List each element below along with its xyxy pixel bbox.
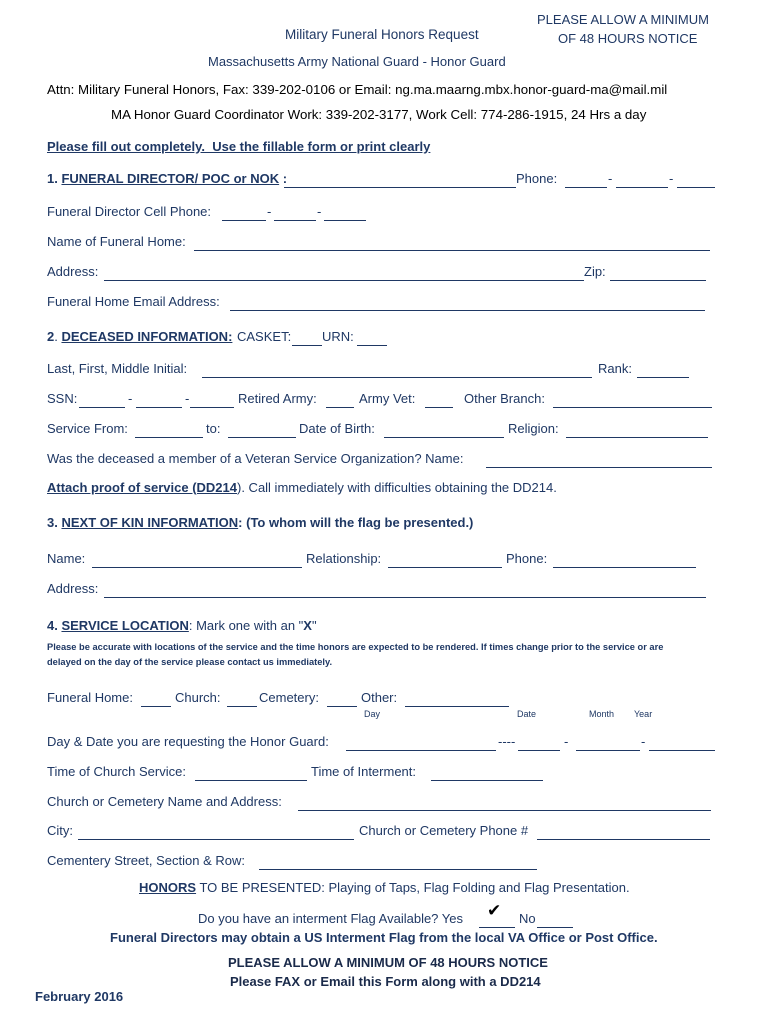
deceased-name-field[interactable]: [202, 376, 592, 378]
service-from-field[interactable]: [135, 436, 203, 438]
city-field[interactable]: [78, 838, 354, 840]
cemetery-loc-field[interactable]: [327, 705, 357, 707]
notice-line-1: PLEASE ALLOW A MINIMUM: [537, 12, 709, 27]
cell-phone-area-field[interactable]: [222, 219, 266, 221]
nok-address-field[interactable]: [104, 596, 706, 598]
dob-field[interactable]: [384, 436, 504, 438]
cell-phone-label: Funeral Director Cell Phone:: [47, 204, 212, 219]
nok-name-label: Name:: [47, 551, 86, 566]
ssn-3-field[interactable]: [190, 406, 234, 408]
nok-phone-field[interactable]: [553, 566, 696, 568]
relationship-field[interactable]: [388, 566, 502, 568]
funeral-home-name-label: Name of Funeral Home:: [47, 234, 186, 249]
footer-fax-note: Please FAX or Email this Form along with a DD214: [230, 974, 541, 989]
form-title: Military Funeral Honors Request: [285, 27, 479, 42]
deceased-name-label: Last, First, Middle Initial:: [47, 361, 188, 376]
urn-label: URN:: [322, 329, 354, 344]
street-field[interactable]: [259, 868, 537, 870]
retired-army-field[interactable]: [326, 406, 354, 408]
nok-address-label: Address:: [47, 581, 99, 596]
ssn-2-field[interactable]: [136, 406, 182, 408]
coordinator-line: MA Honor Guard Coordinator Work: 339-202-3177, Work Cell: 774-286-1915, 24 Hrs a day: [111, 107, 647, 122]
cemetery-loc-label: Cemetery:: [259, 690, 319, 705]
city-label: City:: [47, 823, 73, 838]
month-caption: Month: [589, 709, 615, 719]
poc-phone-prefix-field[interactable]: [616, 186, 668, 188]
poc-phone-area-field[interactable]: [565, 186, 607, 188]
rank-field[interactable]: [637, 376, 689, 378]
flag-yes-field[interactable]: [479, 926, 515, 928]
address-field[interactable]: [104, 279, 584, 281]
dob-label: Date of Birth:: [299, 421, 375, 436]
year-caption: Year: [634, 709, 653, 719]
day-caption: Day: [364, 709, 381, 719]
vso-field[interactable]: [486, 466, 712, 468]
section2-header: 2. DECEASED INFORMATION:: [47, 329, 233, 344]
interment-time-field[interactable]: [431, 779, 543, 781]
accuracy-note-1: Please be accurate with locations of the service and the time honors are expected to be rendered. If times change prior to the service or are: [47, 642, 664, 652]
other-loc-label: Other:: [361, 690, 398, 705]
rank-label: Rank:: [598, 361, 632, 376]
date-caption: Date: [517, 709, 537, 719]
funeral-home-loc-label: Funeral Home:: [47, 690, 133, 705]
section1-header: 1. FUNERAL DIRECTOR/ POC or NOK :: [47, 171, 291, 186]
zip-label: Zip:: [584, 264, 606, 279]
form-subtitle: Massachusetts Army National Guard - Honor Guard: [208, 54, 506, 69]
other-branch-field[interactable]: [553, 406, 712, 408]
service-to-label: to:: [206, 421, 221, 436]
accuracy-note-2: delayed on the day of the service please contact us immediately.: [47, 657, 333, 667]
form-date: February 2016: [35, 989, 124, 1004]
request-date-label: Day & Date you are requesting the Honor Guard:: [47, 734, 329, 749]
service-from-label: Service From:: [47, 421, 128, 436]
religion-field[interactable]: [566, 436, 708, 438]
request-month-field[interactable]: [576, 749, 640, 751]
attach-proof-note: Attach proof of service (DD214). Call immediately with difficulties obtaining the DD214.: [47, 480, 557, 495]
request-date-field[interactable]: [518, 749, 560, 751]
church-phone-field[interactable]: [537, 838, 710, 840]
religion-label: Religion:: [508, 421, 559, 436]
cell-phone-prefix-field[interactable]: [274, 219, 316, 221]
flag-question: Do you have an interment Flag Available? Yes: [198, 911, 463, 926]
army-vet-label: Army Vet:: [359, 391, 416, 406]
church-time-field[interactable]: [195, 779, 307, 781]
church-address-field[interactable]: [298, 809, 711, 811]
other-branch-label: Other Branch:: [464, 391, 545, 406]
notice-line-2: OF 48 HOURS NOTICE: [558, 31, 698, 46]
street-label: Cementery Street, Section & Row:: [47, 853, 245, 868]
flag-obtain-note: Funeral Directors may obtain a US Interment Flag from the local VA Office or Post Office.: [110, 930, 658, 945]
church-loc-field[interactable]: [227, 705, 257, 707]
church-address-label: Church or Cemetery Name and Address:: [47, 794, 282, 809]
email-field[interactable]: [230, 309, 705, 311]
interment-time-label: Time of Interment:: [311, 764, 416, 779]
instructions: Please fill out completely. Use the fillable form or print clearly: [47, 139, 431, 154]
funeral-home-loc-field[interactable]: [141, 705, 171, 707]
request-day-field[interactable]: [346, 749, 496, 751]
retired-army-label: Retired Army:: [238, 391, 317, 406]
ssn-label: SSN:: [47, 391, 78, 406]
poc-name-field[interactable]: [284, 186, 516, 188]
casket-field[interactable]: [292, 344, 322, 346]
poc-phone-line-field[interactable]: [677, 186, 715, 188]
other-loc-field[interactable]: [405, 705, 509, 707]
footer-notice: PLEASE ALLOW A MINIMUM OF 48 HOURS NOTICE: [228, 955, 548, 970]
nok-name-field[interactable]: [92, 566, 302, 568]
casket-label: CASKET:: [237, 329, 292, 344]
checkmark-icon[interactable]: ✔: [487, 901, 502, 920]
ssn-1-field[interactable]: [79, 406, 125, 408]
service-to-field[interactable]: [228, 436, 296, 438]
section4-header: 4. SERVICE LOCATION: Mark one with an "X": [47, 618, 317, 633]
nok-phone-label: Phone:: [506, 551, 548, 566]
honors-line: HONORS TO BE PRESENTED: Playing of Taps, Flag Folding and Flag Presentation.: [139, 880, 630, 895]
flag-no-label: No: [519, 911, 536, 926]
urn-field[interactable]: [357, 344, 387, 346]
army-vet-field[interactable]: [425, 406, 453, 408]
flag-no-field[interactable]: [537, 926, 573, 928]
funeral-home-name-field[interactable]: [194, 249, 710, 251]
vso-label: Was the deceased a member of a Veteran Service Organization? Name:: [47, 451, 464, 466]
relationship-label: Relationship:: [306, 551, 382, 566]
church-loc-label: Church:: [175, 690, 221, 705]
cell-phone-line-field[interactable]: [324, 219, 366, 221]
address-label: Address:: [47, 264, 99, 279]
request-year-field[interactable]: [649, 749, 715, 751]
section3-header: 3. NEXT OF KIN INFORMATION: (To whom will the flag be presented.): [47, 515, 474, 530]
email-label: Funeral Home Email Address:: [47, 294, 220, 309]
poc-phone-label: Phone:: [516, 171, 558, 186]
church-time-label: Time of Church Service:: [47, 764, 186, 779]
church-phone-label: Church or Cemetery Phone #: [359, 823, 529, 838]
attn-line: Attn: Military Funeral Honors, Fax: 339-202-0106 or Email: ng.ma.maarng.mbx.honor-guard-ma@mail.mil: [47, 82, 668, 97]
zip-field[interactable]: [610, 279, 706, 281]
